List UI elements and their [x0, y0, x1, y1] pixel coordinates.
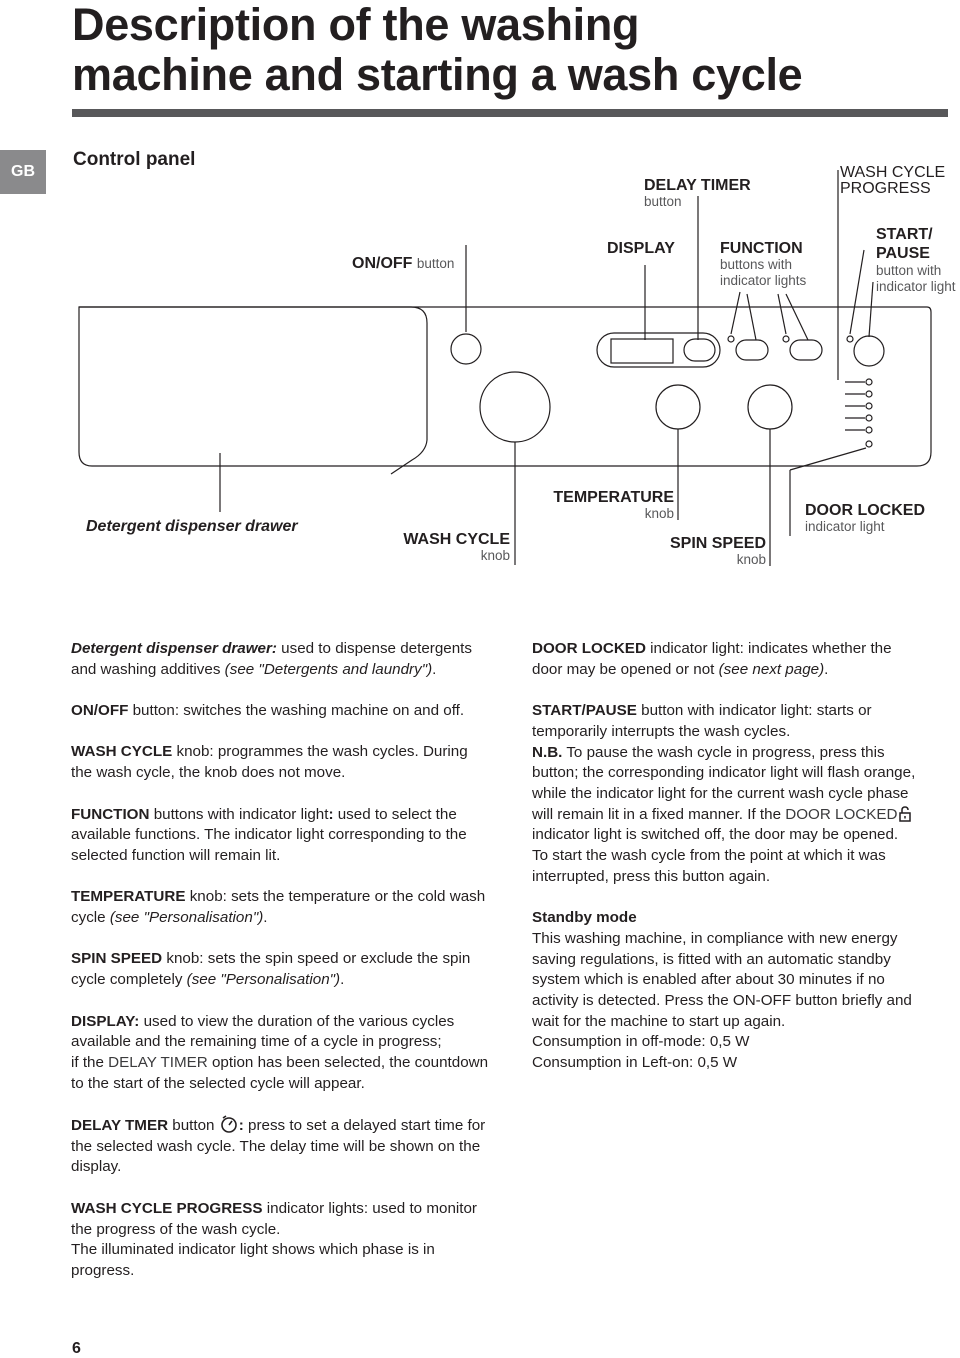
para-wash-cycle-progress: WASH CYCLE PROGRESS indicator lights: used to monitor the progress of the wash cycle. The illuminated indicator light shows which phase is in progress.	[71, 1199, 477, 1279]
start-pause-light	[847, 336, 853, 342]
drawer-curve	[79, 307, 427, 474]
page-title-line1: Description of the washing	[72, 0, 640, 50]
label-start-pause: START/ PAUSE button with indicator light	[876, 226, 956, 294]
language-tab: GB	[0, 150, 46, 194]
right-column	[532, 639, 926, 1074]
consumption-off-mode: Consumption in off-mode: 0,5 W	[532, 1033, 750, 1051]
function-light-2	[783, 336, 789, 342]
progress-light-4	[866, 415, 872, 421]
leader-door-locked-b	[790, 448, 866, 470]
display-capsule	[597, 333, 720, 367]
leader-function-b	[747, 294, 756, 340]
label-temperature: TEMPERATURE knob	[553, 489, 674, 521]
label-wash-cycle-progress: WASH CYCLE PROGRESS	[840, 164, 946, 197]
door-locked-light-shape	[866, 441, 872, 447]
para-function: FUNCTION buttons with indicator light: used to select the available functions. The indicator light corresponding to the selected function will remain lit.	[71, 805, 467, 864]
para-on-off: ON/OFF button: switches the washing machine on and off.	[71, 702, 465, 720]
label-delay-timer: DELAY TIMER button	[644, 177, 751, 209]
label-function: FUNCTION buttons with indicator lights	[720, 240, 807, 288]
progress-light-3	[866, 403, 872, 409]
progress-light-2	[866, 391, 872, 397]
leader-function-c	[778, 294, 786, 334]
start-pause-button-shape	[854, 336, 884, 366]
left-column	[71, 639, 491, 1302]
label-wash-cycle: WASH CYCLE knob	[403, 531, 510, 563]
control-panel-heading: Control panel	[73, 149, 196, 170]
page-title-line2: machine and starting a wash cycle	[72, 49, 803, 100]
display-screen	[611, 339, 673, 363]
function-button-1-shape	[736, 340, 768, 360]
standby-section	[532, 908, 926, 1074]
consumption-left-on: Consumption in Left-on: 0,5 W	[532, 1054, 738, 1072]
delay-timer-button-shape	[684, 339, 715, 361]
label-spin-speed: SPIN SPEED knob	[669, 535, 766, 567]
on-off-button-shape	[451, 334, 481, 364]
para-delay-timer: DELAY TMER button : press to set a delayed start time for the selected wash cycle. The delay time will be shown on the display.	[71, 1117, 486, 1176]
leader-start-pause-b	[869, 282, 873, 337]
leader-function-a	[731, 292, 740, 334]
wash-cycle-knob-shape	[480, 372, 550, 442]
page-number: 6	[72, 1340, 81, 1357]
para-spin-speed: SPIN SPEED knob: sets the spin speed or exclude the spin cycle completely (see "Personalisation").	[71, 950, 471, 989]
para-temperature: TEMPERATURE knob: sets the temperature or the cold wash cycle (see "Personalisation").	[71, 888, 486, 927]
delay-timer-icon	[219, 1115, 239, 1133]
label-display: DISPLAY	[607, 240, 675, 257]
label-on-off: ON/OFF button	[352, 255, 455, 272]
label-detergent-drawer: Detergent dispenser drawer	[86, 518, 298, 535]
para-start-pause: START/PAUSE button with indicator light: starts or temporarily interrupts the wash cycles. N.B. To pause the wash cycle in progress, press this button; the corresponding indicator light will flash orange, while the indicator light for the current wash cycle phase will remain lit in a fixed manner. If the DOOR LOCKED indicator light is switched off, the door may be opened. To start the wash cycle from the point at which it was interrupted, press this button again.	[532, 702, 916, 885]
function-light-1	[728, 336, 734, 342]
leader-function-d	[786, 294, 808, 340]
leader-start-pause-a	[850, 250, 864, 334]
temperature-knob-shape	[656, 385, 700, 429]
spin-speed-knob-shape	[748, 385, 792, 429]
para-door-locked: DOOR LOCKED indicator light: indicates whether the door may be opened or not (see next page).	[532, 640, 892, 678]
unlocked-padlock-icon	[897, 806, 913, 822]
progress-light-5	[866, 427, 872, 433]
para-wash-cycle: WASH CYCLE knob: programmes the wash cycles. During the wash cycle, the knob does not move.	[71, 743, 468, 782]
para-detergent: Detergent dispenser drawer: used to dispense detergents and washing additives (see "Detergents and laundry").	[71, 640, 472, 678]
para-display: DISPLAY: used to view the duration of the various cycles available and the remaining time of a cycle in progress; if the DELAY TIMER option has been selected, the countdown to the start of the selected cycle will appear.	[71, 1012, 489, 1092]
label-door-locked: DOOR LOCKED indicator light	[805, 502, 925, 534]
standby-text: This washing machine, in compliance with new energy saving regulations, is fitted with an automatic standby system which is enabled after about 30 minutes if no activity is detected. Press the ON-OFF button briefly and wait for the machine to start up again.	[532, 929, 912, 1030]
progress-light-1	[866, 379, 872, 385]
function-button-2-shape	[790, 340, 822, 360]
standby-heading: Standby mode	[532, 909, 637, 927]
